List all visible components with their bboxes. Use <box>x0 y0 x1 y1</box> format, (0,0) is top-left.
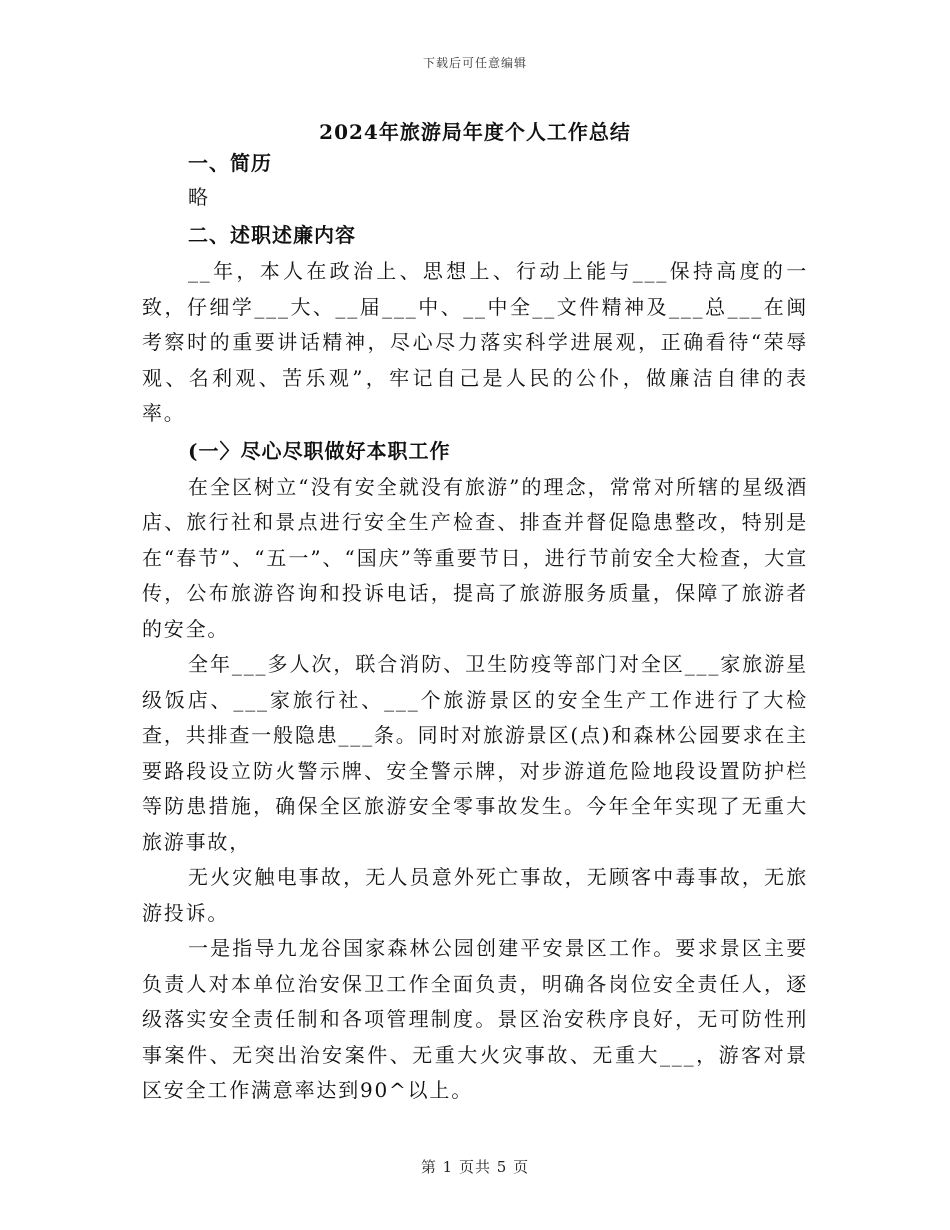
page-footer: 第 1 页共 5 页 <box>420 1158 530 1176</box>
paragraph-5: 一是指导九龙谷国家森林公园创建平安景区工作。要求景区主要负责人对本单位治安保卫工作全面负责，明确各岗位安全责任人，逐级落实安全责任制和各项管理制度。景区治安秩序良好，无可防性刑事案件、无突出治安案件、无重大火灾事故、无重大___，游客对景区安全工作满意率达到90^以上。 <box>142 936 808 1102</box>
header-note: 下载后可任意编辑 <box>422 56 527 70</box>
document-body <box>142 148 808 1109</box>
paragraph-2: 在全区树立“没有安全就没有旅游”的理念，常常对所辖的星级酒店、旅行社和景点进行安全生产检查、排查并督促隐患整改，特别是在“春节”、“五一”、“国庆”等重要节日，进行节前安全大检查，大宣传，公布旅游咨询和投诉电话，提高了旅游服务质量，保障了旅游者的安全。 <box>142 474 808 641</box>
paragraph-3: 全年___多人次，联合消防、卫生防疫等部门对全区___家旅游星级饭店、___家旅行社、___个旅游景区的安全生产工作进行了大检查，共排查一般隐患___条。同时对旅游景区(点)和森林公园要求在主要路段设立防火警示牌、安全警示牌，对步游道危险地段设置防护栏等防患措施，确保全区旅游安全零事故发生。今年全年实现了无重大旅游事故， <box>142 652 808 854</box>
subsection-heading-duty: (一〉尽心尽职做好本职工作 <box>188 438 451 463</box>
document-title: 2024年旅游局年度个人工作总结 <box>319 120 631 144</box>
section-heading-resume: 一、简历 <box>188 151 272 175</box>
section-heading-report: 二、述职述廉内容 <box>188 223 356 247</box>
paragraph-4: 无火灾触电事故，无人员意外死亡事故，无顾客中毒事故，无旅游投诉。 <box>142 865 808 925</box>
section-text-resume: 略 <box>188 185 209 209</box>
paragraph-1: __年，本人在政治上、思想上、行动上能与___保持高度的一致，仔细学___大、__届___中、__中全__文件精神及___总___在闽考察时的重要讲话精神，尽心尽力落实科学进展观，正确看待“荣辱观、名利观、苦乐观”，牢记自己是人民的公仆，做廉洁自律的表率。 <box>142 259 808 425</box>
